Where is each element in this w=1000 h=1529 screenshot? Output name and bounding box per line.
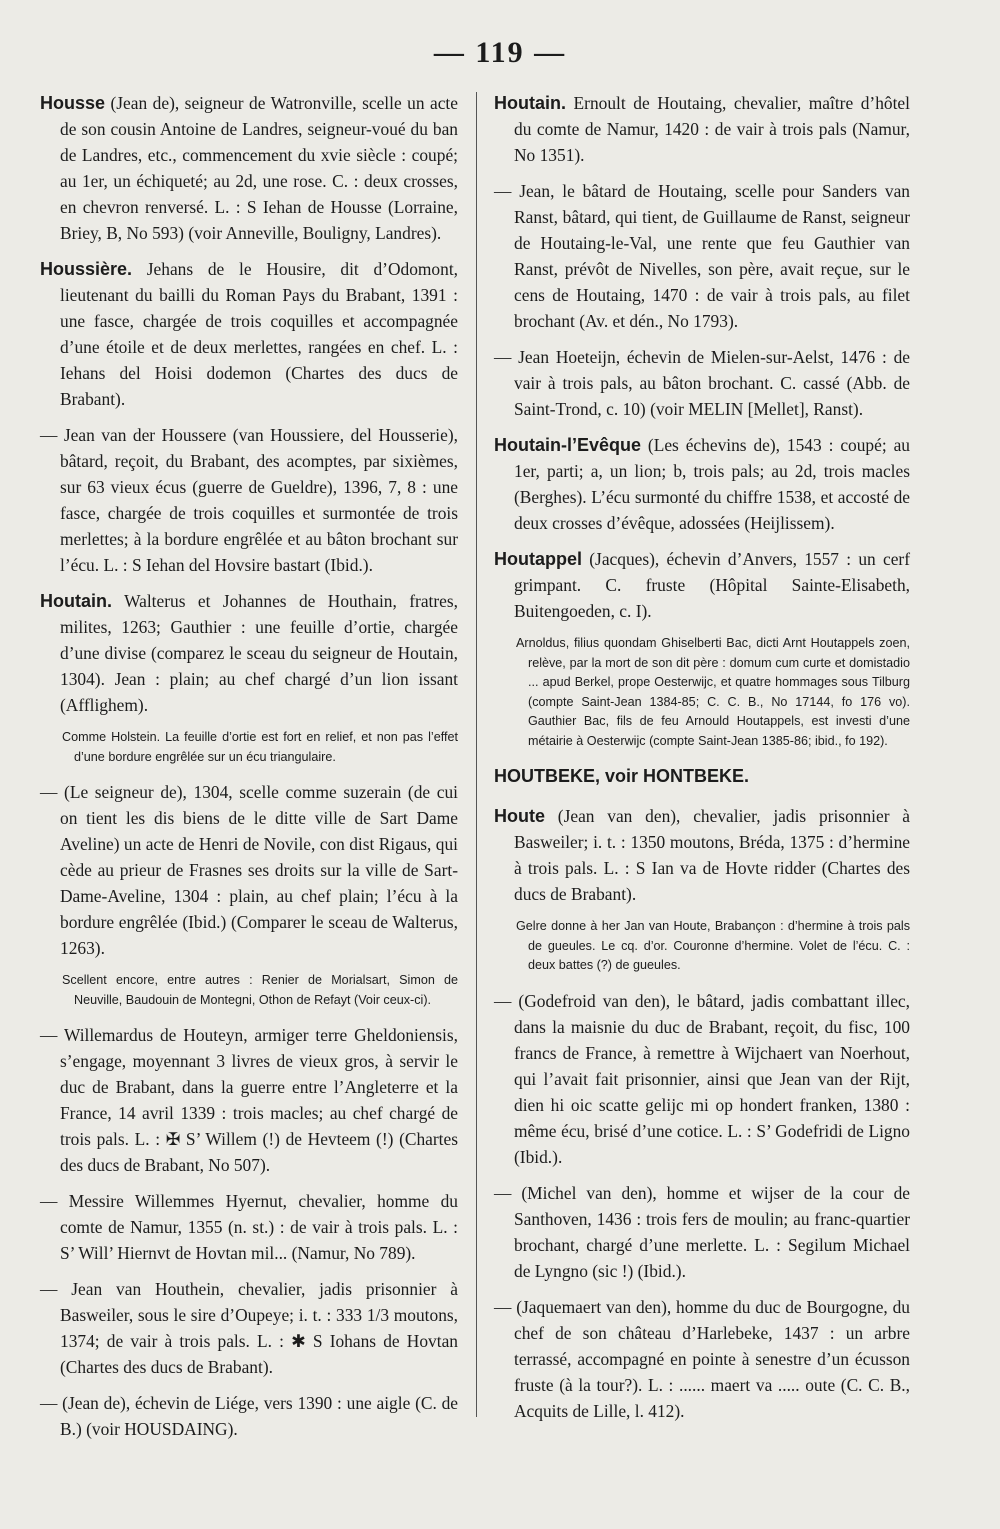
entry xyxy=(494,803,910,907)
footnote: Scellent encore, entre autres : Renier de Morialsart, Simon de Neuville, Baudouin de Montegni, Othon de Refayt (Voir ceux-ci). xyxy=(62,973,458,1007)
column-divider xyxy=(476,92,477,1417)
entry-headword: Houte xyxy=(494,806,545,826)
left-column xyxy=(40,90,458,1452)
entry xyxy=(494,178,910,334)
footnote: Arnoldus, filius quondam Ghiselberti Bac, dicti Arnt Houtappels zoen, relève, par la mort de son dit père : domum cum curte et domistadio ... apud Berkel, prope Oesterwijc, et quatre hommages sous Tilburg (compte Saint-Jean 1384-85; C. C. B., No 17144, fo 176 vo). Gauthier Bac, fils de feu Arnould Houtappels, est investi d’une métairie à Oesterwijc (compte Saint-Jean 1385-86; ibid., fo 192). xyxy=(516,636,910,748)
entry-text: — Messire Willemmes Hyernut, chevalier, homme du comte de Namur, 1355 (n. st.) : de vair à trois pals. L. : S’ Will’ Hiernvt de Hovtan mil... (Namur, No 789). xyxy=(40,1191,458,1263)
entry xyxy=(494,432,910,536)
entry xyxy=(494,988,910,1170)
entry-text: — (Jean de), échevin de Liége, vers 1390 : une aigle (C. de B.) (voir HOUSDAING). xyxy=(40,1393,458,1439)
footnote: Comme Holstein. La feuille d’ortie est fort en relief, et non pas l’effet d’une bordure engrêlée sur un écu triangulaire. xyxy=(62,730,458,764)
entry xyxy=(494,344,910,422)
entry-text: — Jean van der Houssere (van Houssiere, del Housserie), bâtard, reçoit, du Brabant, des acomptes, par sixièmes, sur 63 vieux écus (guerre de Gueldre), 1396, 7, 8 : une fasce, chargée de trois coquilles et surmontée de trois merlettes; à la bordure engrêlée et au bâton brochant sur l’écu. L. : S Iehan del Hovsire bastart (Ibid.). xyxy=(40,425,458,575)
entry xyxy=(40,588,458,718)
entry xyxy=(494,90,910,168)
entry-text: — (Le seigneur de), 1304, scelle comme suzerain (de cui on tient les dis biens de le ditte ville de Sart Dame Aveline) un acte de Henri de Novile, con dist Rigaus, qui cède au prieur de Frasnes ses droits sur la ville de Sart-Dame-Aveline, 1304 : plain, au chef plain; l’écu à la bordure engrêlée (Ibid.) (Comparer le sceau de Walterus, 1263). xyxy=(40,782,458,958)
entry xyxy=(40,1188,458,1266)
entry-text: (Jacques), échevin d’Anvers, 1557 : un cerf grimpant. C. fruste (Hôpital Sainte-Elisabeth, Buitengoeden, c. I). xyxy=(514,549,910,621)
cross-reference: HOUTBEKE, voir HONTBEKE. xyxy=(494,766,750,786)
footnote: Gelre donne à her Jan van Houte, Brabançon : d’hermine à trois pals de gueules. Le cq. d’or. Couronne d’hermine. Volet de l’écu. C. : deux battes (?) de gueules. xyxy=(516,919,910,972)
entry-text: — Jean, le bâtard de Houtaing, scelle pour Sanders van Ranst, bâtard, qui tient, de Guillaume de Ranst, seigneur de Houtaing-le-Val, une rente que feu Gauthier van Ranst, prévôt de Nivelles, son père, avait reçue, sur le cens de Houtaing, 1470 : de vair à trois pals, au filet brochant (Av. et dén., No 1793). xyxy=(494,181,910,331)
entry-text: — (Godefroid van den), le bâtard, jadis combattant illec, dans la maisnie du duc de Brabant, reçoit, du fisc, 100 francs de France, à remettre à Wijchaert van Noerhout, qui l’avait fait prisonnier, ainsi que Jean van der Rijt, dien hi oic scatte gelijc mi op hondert franken, 1380 : même écu, brisé d’une cotice. L. : S’ Godefridi de Ligno (Ibid.). xyxy=(494,990,910,1167)
entry xyxy=(40,422,458,578)
entry xyxy=(40,1022,458,1178)
entry-text: — Willemardus de Houteyn, armiger terre Gheldoniensis, s’engage, moyennant 3 livres de vieux gros, à servir le duc de Brabant, dans la guerre entre l’Angleterre et la France, 14 avril 1339 : trois macles; au chef chargé de trois pals. L. : ✠ S’ Willem (!) de Hevteem (!) (Chartes des ducs de Brabant, No 507). xyxy=(40,1025,458,1175)
entry xyxy=(40,1276,458,1380)
entry-text: — Jean Hoeteijn, échevin de Mielen-sur-Aelst, 1476 : de vair à trois pals, au bâton brochant. C. cassé (Abb. de Saint-Trond, c. 10) (voir MELIN [Mellet], Ranst). xyxy=(494,347,910,419)
entry-text: — Jean van Houthein, chevalier, jadis prisonnier à Basweiler, sous le sire d’Oupeye; i. t. : 333 1/3 moutons, 1374; de vair à trois pals. L. : ✱ S Iohans de Hovtan (Chartes des ducs de Brabant). xyxy=(40,1279,458,1377)
entry-text: Ernoult de Houtaing, chevalier, maître d’hôtel du comte de Namur, 1420 : de vair à trois pals (Namur, No 1351). xyxy=(514,93,910,165)
entry-headword: Houtain. xyxy=(494,93,566,113)
entry-headword: Houtain. xyxy=(40,591,112,611)
entry-text: Jehans de le Housire, dit d’Odomont, lieutenant du bailli du Roman Pays du Brabant, 1391 : une fasce, chargée de trois coquilles et accompagnée d’une étoile et de deux merlettes, rangées en chef. L. : Iehans del Hoisi dodemon (Chartes des ducs de Brabant). xyxy=(60,259,458,409)
entry-text: (Les échevins de), 1543 : coupé; au 1er, parti; a, un lion; b, trois pals; au 2d, trois macles (Berghes). L’écu surmonté du chiffre 1538, et accosté de deux crosses d’évêque, adossées (Heijlissem). xyxy=(514,435,910,533)
entry xyxy=(40,1390,458,1442)
entry-headword: Houtappel xyxy=(494,549,582,569)
entry-headword: Houtain-l’Evêque xyxy=(494,435,642,455)
entry-headword: Housse xyxy=(40,93,106,113)
entry xyxy=(40,90,458,246)
entry xyxy=(40,779,458,961)
entry xyxy=(494,546,910,624)
page-number: — 119 — xyxy=(433,36,567,69)
entry-headword: Houssière. xyxy=(40,259,133,279)
entry-text: (Jean de), seigneur de Watronville, scelle un acte de son cousin Antoine de Landres, seigneur-voué du ban de Landres, etc., commencement du xvie siècle : coupé; au 1er, un échiqueté; au 2d, une rose. C. : deux crosses, en chevron renversé. L. : S Iehan de Housse (Lorraine, Briey, B, No 593) (voir Anneville, Bouligny, Landres). xyxy=(60,93,458,243)
entry-text: — (Jaquemaert van den), homme du duc de Bourgogne, du chef de son château d’Harlebeke, 1437 : un arbre terrassé, accompagné en pointe à senestre d’un écusson fruste (à la tour?). L. : ...... maert va ..... oute (C. C. B., Acquits de Lille, l. 412). xyxy=(494,1296,910,1421)
entry-text: — (Michel van den), homme et wijser de la cour de Santhoven, 1436 : trois fers de moulin; au franc-quartier brochant, chargé d’une merlette. L. : Segilum Michael de Lyngno (sic !) (Ibid.). xyxy=(494,1182,910,1281)
entry-text: (Jean van den), chevalier, jadis prisonnier à Basweiler; i. t. : 1350 moutons, Bréda, 1375 : d’hermine à trois pals. L. : S Ian va de Hovte ridder (Chartes des ducs de Brabant). xyxy=(514,806,910,904)
entry-text: Walterus et Johannes de Houthain, fratres, milites, 1263; Gauthier : une feuille d’ortie, chargée d’une divise (comparez le sceau du seigneur de Houtain, 1304). Jean : plain; au chef chargé d’un lion issant (Afflighem). xyxy=(60,591,458,715)
entry xyxy=(494,1180,910,1284)
entry xyxy=(494,1294,910,1424)
right-column xyxy=(494,90,910,1434)
entry xyxy=(40,256,458,412)
